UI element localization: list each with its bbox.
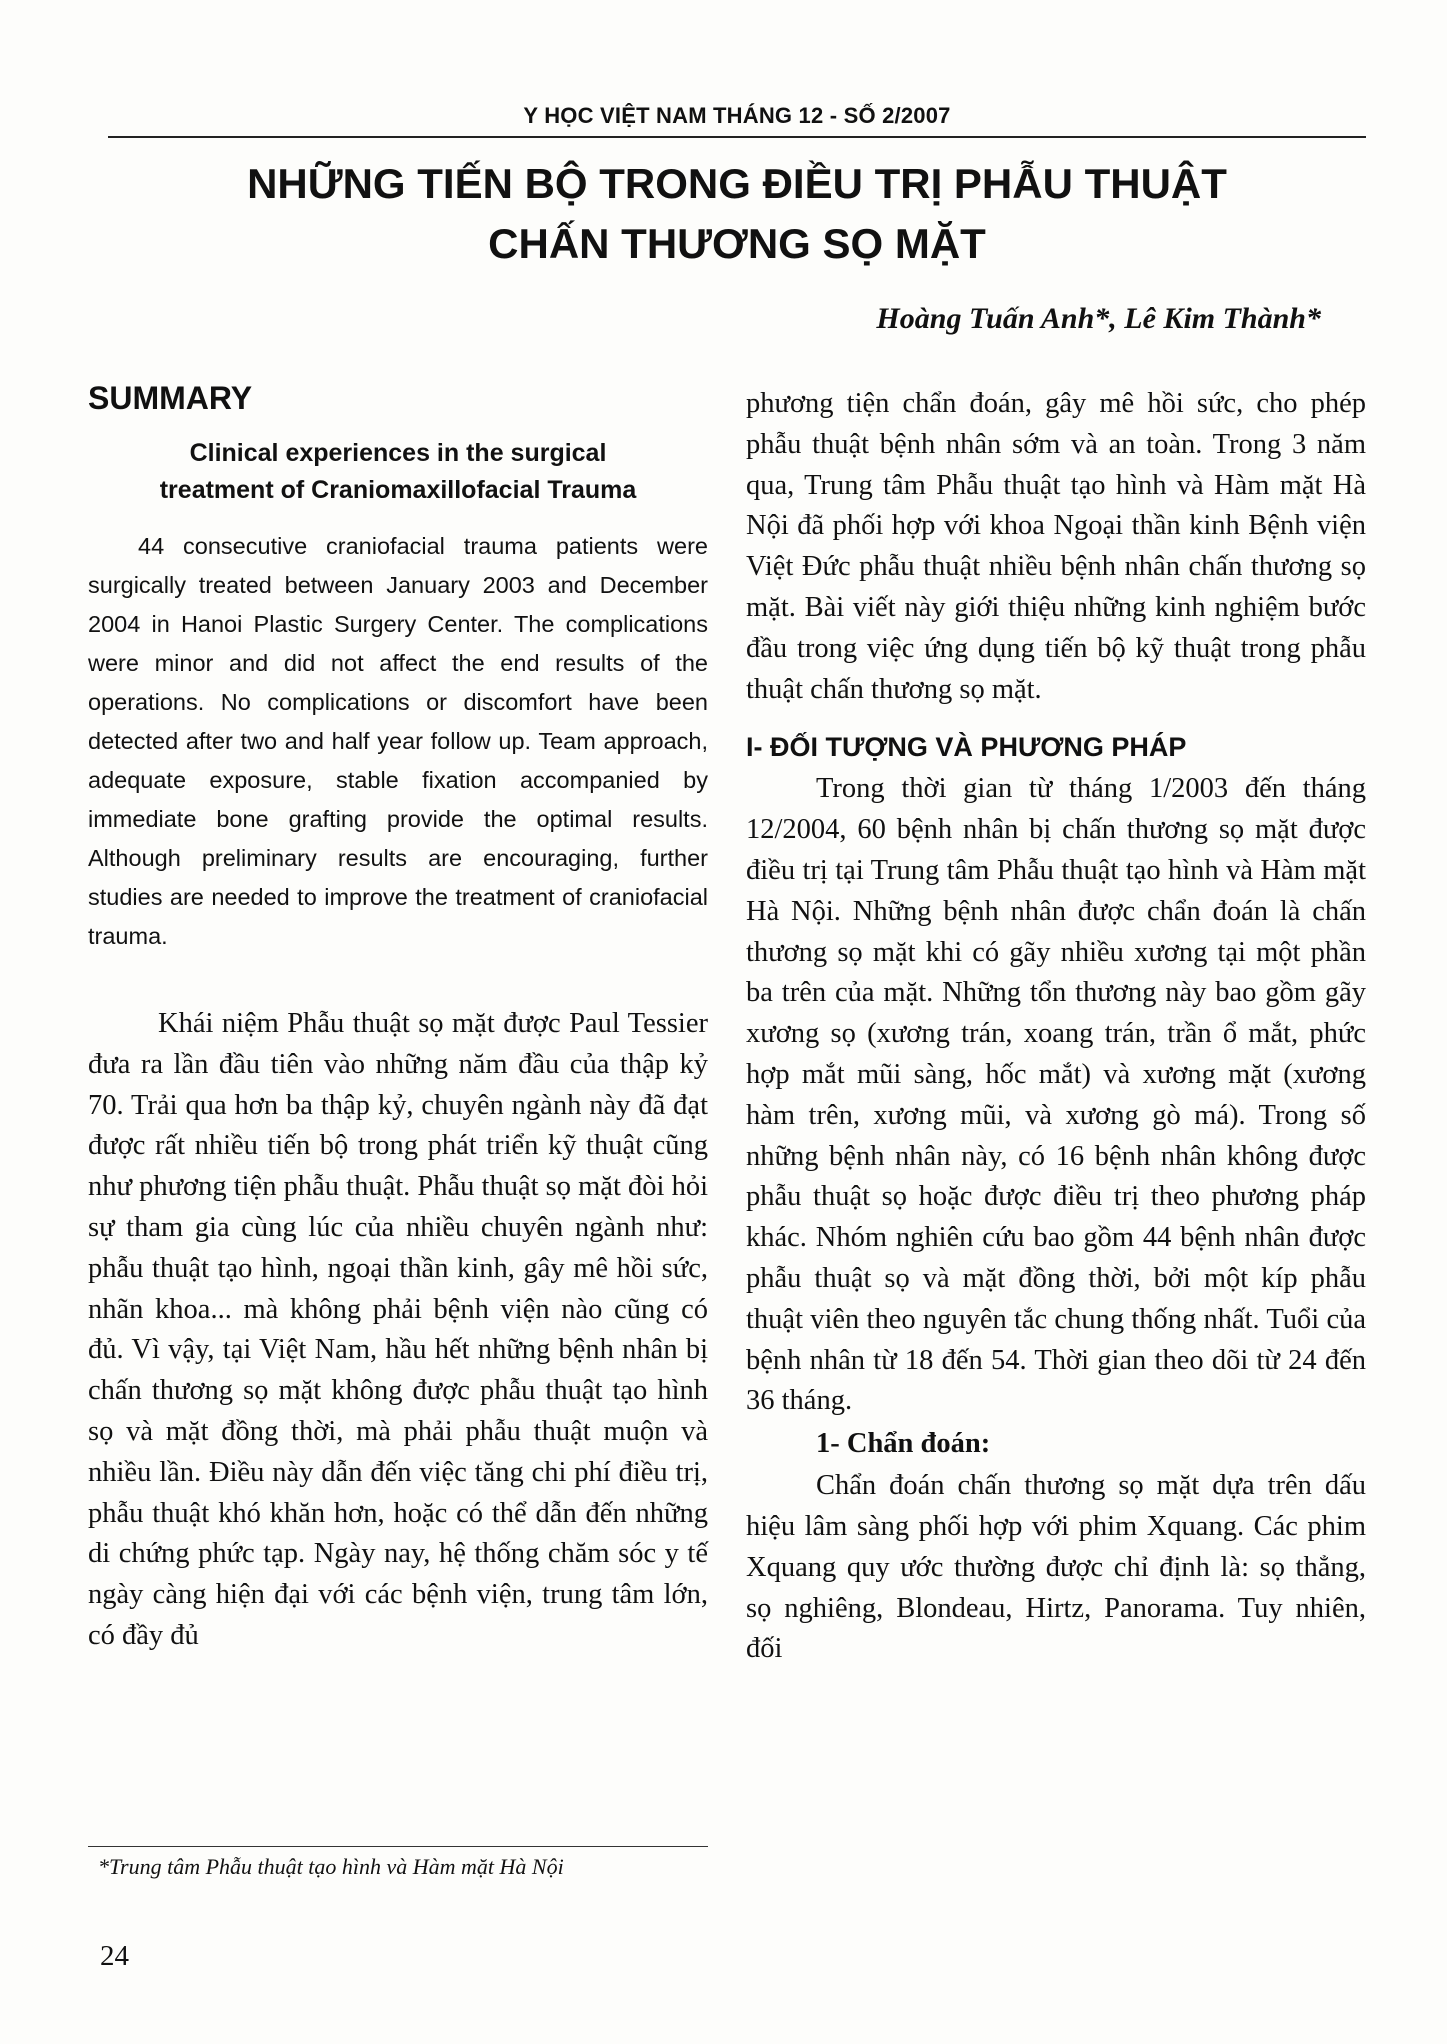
left-column xyxy=(88,380,708,1657)
author-list: Hoàng Tuấn Anh*, Lê Kim Thành* xyxy=(876,302,1321,335)
summary-heading: SUMMARY xyxy=(88,380,253,416)
summary-subtitle xyxy=(88,435,708,509)
section-heading-methods: I- ĐỐI TƯỢNG VÀ PHƯƠNG PHÁP xyxy=(746,732,1187,763)
summary-subtitle-line-2: treatment of Craniomaxillofacial Trauma xyxy=(159,476,637,504)
running-header: Y HỌC VIỆT NAM THÁNG 12 - SỐ 2/2007 xyxy=(523,103,951,128)
footnote-rule xyxy=(88,1846,708,1847)
intro-paragraph-left: Khái niệm Phẫu thuật sọ mặt được Paul Tessier đưa ra lần đầu tiên vào những năm đầu của thập kỷ 70. Trải qua hơn ba thập kỷ, chuyên ngành này đã đạt được rất nhiều tiến bộ trong phát triển kỹ thuật cũng như phương tiện phẫu thuật. Phẫu thuật sọ mặt đòi hỏi sự tham gia cùng lúc của nhiều chuyên ngành như: phẫu thuật tạo hình, ngoại thần kinh, gây mê hồi sức, nhãn khoa... mà không phải bệnh viện nào cũng có đủ. Vì vậy, tại Việt Nam, hầu hết những bệnh nhân bị chấn thương sọ mặt không được phẫu thuật tạo hình sọ và mặt đồng thời, mà phải phẫu thuật muộn và nhiều lần. Điều này dẫn đến việc tăng chi phí điều trị, phẫu thuật khó khăn hơn, hoặc có thể dẫn đến những di chứng phức tạp. Ngày nay, hệ thống chăm sóc y tế ngày càng hiện đại với các bệnh viện, trung tâm lớn, có đầy đủ xyxy=(88,1008,708,1651)
summary-body: 44 consecutive craniofacial trauma patients were surgically treated between January 2003 and December 2004 in Hanoi Plastic Surgery Center. The complications were minor and did not affect the end results of the operations. No complications or discomfort have been detected after two and half year follow up. Team approach, adequate exposure, stable fixation accompanied by immediate bone grafting provide the optimal results. Although preliminary results are encouraging, further studies are needed to improve the treatment of craniofacial trauma. xyxy=(88,533,708,949)
title-line-1: NHỮNG TIẾN BỘ TRONG ĐIỀU TRỊ PHẪU THUẬT xyxy=(247,160,1227,207)
footnote-affiliation: *Trung tâm Phẫu thuật tạo hình và Hàm mặt Hà Nội xyxy=(98,1854,564,1879)
summary-subtitle-line-1: Clinical experiences in the surgical xyxy=(189,439,607,467)
header-rule xyxy=(108,136,1366,138)
intro-paragraph-right: phương tiện chẩn đoán, gây mê hồi sức, cho phép phẫu thuật bệnh nhân sớm và an toàn. Trong 3 năm qua, Trung tâm Phẫu thuật tạo hình và Hàm mặt Hà Nội đã phối hợp với khoa Ngoại thần kinh Bệnh viện Việt Đức phẫu thuật nhiều bệnh nhân chấn thương sọ mặt. Bài viết này giới thiệu những kinh nghiệm bước đầu trong việc ứng dụng tiến bộ kỹ thuật trong phẫu thuật chấn thương sọ mặt. xyxy=(746,388,1366,705)
article-title xyxy=(108,154,1366,274)
right-column xyxy=(746,384,1366,1670)
methods-paragraph: Trong thời gian từ tháng 1/2003 đến tháng 12/2004, 60 bệnh nhân bị chấn thương sọ mặt được điều trị tại Trung tâm Phẫu thuật tạo hình và Hàm mặt Hà Nội. Những bệnh nhân được chẩn đoán là chấn thương sọ mặt khi có gãy nhiều xương tại một phần ba trên của mặt. Những tổn thương này bao gồm gãy xương sọ (xương trán, xoang trán, trần ổ mắt, phức hợp mắt mũi sàng, hốc mắt) và xương mặt (xương hàm trên, xương mũi, và xương gò má). Trong số những bệnh nhân này, có 16 bệnh nhân không được phẫu thuật sọ hoặc được điều trị theo phương pháp khác. Nhóm nghiên cứu bao gồm 44 bệnh nhân được phẫu thuật sọ và mặt đồng thời, bởi một kíp phẫu thuật viên theo nguyên tắc chung thống nhất. Tuổi của bệnh nhân từ 18 đến 54. Thời gian theo dõi từ 24 đến 36 tháng. xyxy=(746,773,1366,1417)
title-line-2: CHẤN THƯƠNG SỌ MẶT xyxy=(488,220,986,267)
subheading-diagnosis: 1- Chẩn đoán: xyxy=(816,1428,991,1460)
diagnosis-paragraph: Chẩn đoán chấn thương sọ mặt dựa trên dấu hiệu lâm sàng phối hợp với phim Xquang. Các phim Xquang quy ước thường được chỉ định là: sọ thẳng, sọ nghiêng, Blondeau, Hirtz, Panorama. Tuy nhiên, đối xyxy=(746,1470,1366,1665)
page-number: 24 xyxy=(100,1940,129,1972)
